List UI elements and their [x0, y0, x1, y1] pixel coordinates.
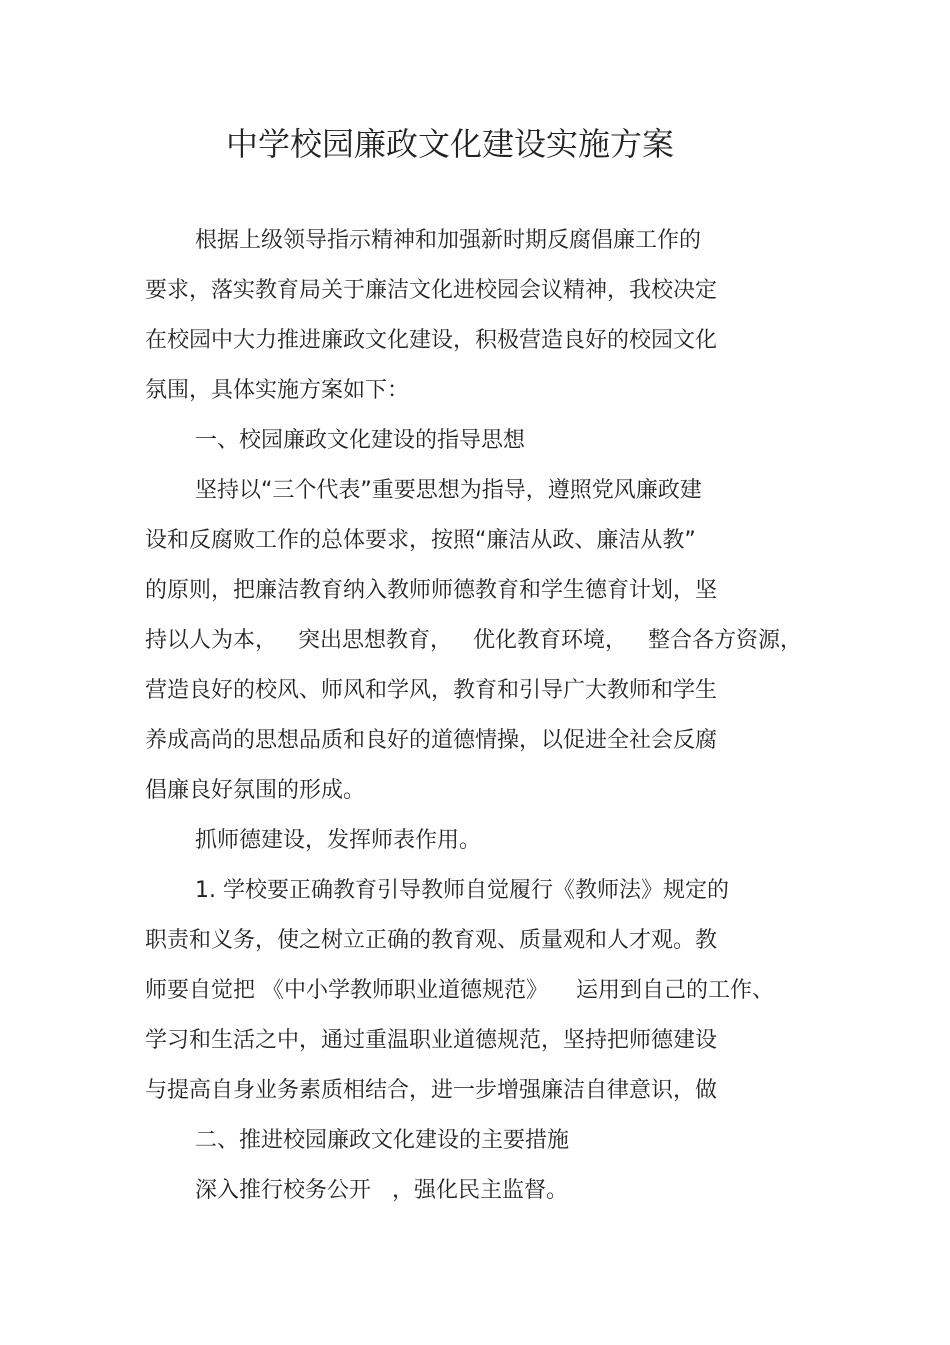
- paragraph-line: 营造良好的校风、师风和学风，教育和引导广大教师和学生: [145, 678, 718, 703]
- paragraph-line: 氛围，具体实施方案如下：: [145, 378, 410, 403]
- paragraph-line: 师要自觉把 《中小学教师职业道德规范》 运用到自己的工作、: [145, 978, 774, 1003]
- paragraph-line: 1. 学校要正确教育引导教师自觉履行《教师法》规定的: [195, 878, 729, 903]
- paragraph-line: 深入推行校务公开 ，强化民主监督。: [195, 1178, 568, 1203]
- paragraph-line: 根据上级领导指示精神和加强新时期反腐倡廉工作的: [195, 228, 702, 253]
- paragraph-line: 持以人为本， 突出思想教育， 优化教育环境， 整合各方资源，: [145, 628, 802, 653]
- paragraph-line: 设和反腐败工作的总体要求，按照“廉洁从政、廉洁从教”: [145, 528, 696, 553]
- paragraph-line: 职责和义务，使之树立正确的教育观、质量观和人才观。教: [145, 928, 718, 953]
- paragraph-line: 学习和生活之中，通过重温职业道德规范，坚持把师德建设: [145, 1028, 718, 1053]
- paragraph-line: 养成高尚的思想品质和良好的道德情操，以促进全社会反腐: [145, 728, 718, 753]
- section-heading: 一、校园廉政文化建设的指导思想: [195, 428, 526, 453]
- paragraph-line: 坚持以“三个代表”重要思想为指导，遵照党风廉政建: [195, 478, 702, 503]
- paragraph-line: 抓师德建设，发挥师表作用。: [195, 828, 482, 853]
- paragraph-line: 与提高自身业务素质相结合，进一步增强廉洁自律意识，做: [145, 1078, 718, 1103]
- paragraph-line: 在校园中大力推进廉政文化建设，积极营造良好的校园文化: [145, 328, 718, 353]
- paragraph-line: 倡廉良好氛围的形成。: [145, 778, 366, 803]
- section-heading: 二、推进校园廉政文化建设的主要措施: [195, 1128, 570, 1153]
- document-title: 中学校园廉政文化建设实施方案: [225, 125, 674, 163]
- paragraph-line: 的原则，把廉洁教育纳入教师师德教育和学生德育计划，坚: [145, 578, 718, 603]
- paragraph-line: 要求，落实教育局关于廉洁文化进校园会议精神，我校决定: [145, 278, 718, 303]
